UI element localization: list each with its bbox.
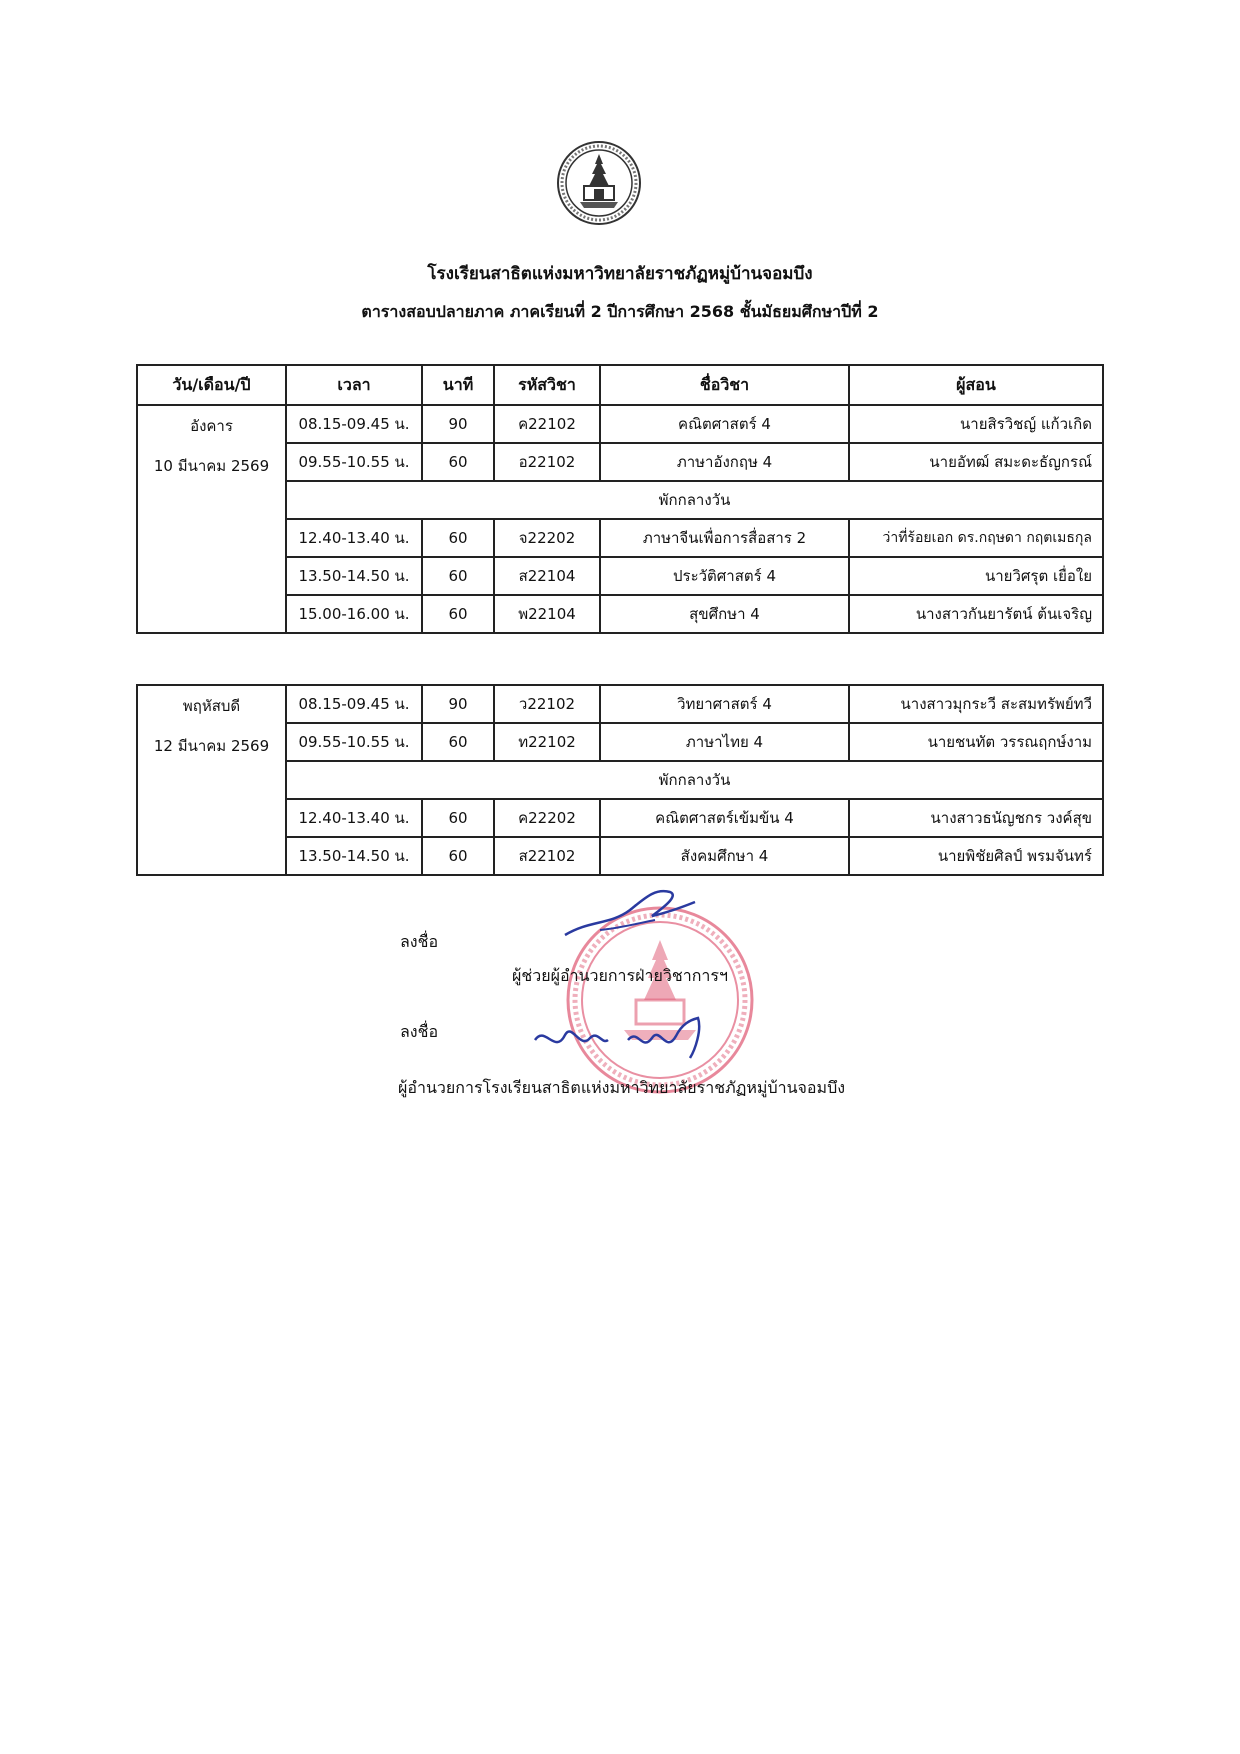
exam-table-day-2 (136, 684, 1104, 876)
teacher-cell: ว่าที่ร้อยเอก ดร.กฤษดา กฤตเมธกุล (849, 519, 1103, 557)
minutes-cell: 60 (422, 723, 494, 761)
time-cell: 12.40-13.40 น. (286, 799, 422, 837)
exam-schedule-title: ตารางสอบปลายภาค ภาคเรียนที่ 2 ปีการศึกษา 2568 ชั้นมัธยมศึกษาปีที่ 2 (361, 302, 879, 321)
minutes-cell: 60 (422, 519, 494, 557)
subject-cell: สังคมศึกษา 4 (600, 837, 849, 875)
day-cell (137, 405, 286, 633)
col-code: รหัสวิชา (494, 365, 600, 405)
subject-cell: ภาษาอังกฤษ 4 (600, 443, 849, 481)
minutes-cell: 90 (422, 405, 494, 443)
time-cell: 08.15-09.45 น. (286, 685, 422, 723)
minutes-cell: 60 (422, 837, 494, 875)
signature-1 (560, 880, 700, 950)
minutes-cell: 60 (422, 595, 494, 633)
minutes-cell: 60 (422, 799, 494, 837)
code-cell: ว22102 (494, 685, 600, 723)
subject-cell: สุขศึกษา 4 (600, 595, 849, 633)
teacher-cell: นางสาวมุกระวี สะสมทรัพย์ทวี (849, 685, 1103, 723)
code-cell: ส22102 (494, 837, 600, 875)
teacher-cell: นายอัทฒ์ สมะดะธัญกรณ์ (849, 443, 1103, 481)
col-minutes: นาที (422, 365, 494, 405)
code-cell: พ22104 (494, 595, 600, 633)
code-cell: ท22102 (494, 723, 600, 761)
lunch-break: พักกลางวัน (286, 481, 1103, 519)
time-cell: 13.50-14.50 น. (286, 837, 422, 875)
minutes-cell: 60 (422, 557, 494, 595)
code-cell: ค22102 (494, 405, 600, 443)
code-cell: ค22202 (494, 799, 600, 837)
teacher-cell: นายสิรวิชญ์ แก้วเกิด (849, 405, 1103, 443)
sign-label-1: ลงชื่อ (400, 932, 439, 951)
teacher-cell: นายพิชัยศิลป์ พรมจันทร์ (849, 837, 1103, 875)
table-row (137, 685, 1103, 723)
subject-cell: วิทยาศาสตร์ 4 (600, 685, 849, 723)
teacher-cell: นายชนทัต วรรณฤกษ์งาม (849, 723, 1103, 761)
day-cell (137, 685, 286, 875)
subject-cell: ภาษาจีนเพื่อการสื่อสาร 2 (600, 519, 849, 557)
date: 12 มีนาคม 2569 (153, 737, 270, 755)
sign-label-2: ลงชื่อ (400, 1022, 439, 1041)
table-header-row (137, 365, 1103, 405)
code-cell: จ22202 (494, 519, 600, 557)
teacher-cell: นายวิศรุต เยื่อใย (849, 557, 1103, 595)
subject-cell: ภาษาไทย 4 (600, 723, 849, 761)
time-cell: 15.00-16.00 น. (286, 595, 422, 633)
col-subject: ชื่อวิชา (600, 365, 849, 405)
school-name: โรงเรียนสาธิตแห่งมหาวิทยาลัยราชภัฏหมู่บ้านจอมบึง (427, 264, 813, 284)
code-cell: ส22104 (494, 557, 600, 595)
time-cell: 13.50-14.50 น. (286, 557, 422, 595)
time-cell: 09.55-10.55 น. (286, 443, 422, 481)
school-seal-logo (556, 140, 642, 226)
time-cell: 08.15-09.45 น. (286, 405, 422, 443)
subject-cell: ประวัติศาสตร์ 4 (600, 557, 849, 595)
minutes-cell: 90 (422, 685, 494, 723)
teacher-cell: นางสาวธนัญชกร วงค์สุข (849, 799, 1103, 837)
col-teacher: ผู้สอน (849, 365, 1103, 405)
col-date: วัน/เดือน/ปี (137, 365, 286, 405)
code-cell: อ22102 (494, 443, 600, 481)
signature-2 (530, 1010, 710, 1070)
weekday: พฤหัสบดี (182, 697, 241, 715)
date: 10 มีนาคม 2569 (153, 457, 270, 475)
teacher-cell: นางสาวกันยารัตน์ ต้นเจริญ (849, 595, 1103, 633)
signer-title-1: ผู้ช่วยผู้อำนวยการฝ่ายวิชาการฯ (512, 966, 728, 985)
time-cell: 12.40-13.40 น. (286, 519, 422, 557)
lunch-break: พักกลางวัน (286, 761, 1103, 799)
exam-table-day-1 (136, 364, 1104, 634)
minutes-cell: 60 (422, 443, 494, 481)
subject-cell: คณิตศาสตร์ 4 (600, 405, 849, 443)
time-cell: 09.55-10.55 น. (286, 723, 422, 761)
signer-title-2: ผู้อำนวยการโรงเรียนสาธิตแห่งมหาวิทยาลัยราชภัฏหมู่บ้านจอมบึง (398, 1078, 846, 1097)
subject-cell: คณิตศาสตร์เข้มข้น 4 (600, 799, 849, 837)
col-time: เวลา (286, 365, 422, 405)
table-row (137, 405, 1103, 443)
weekday: อังคาร (190, 417, 233, 435)
